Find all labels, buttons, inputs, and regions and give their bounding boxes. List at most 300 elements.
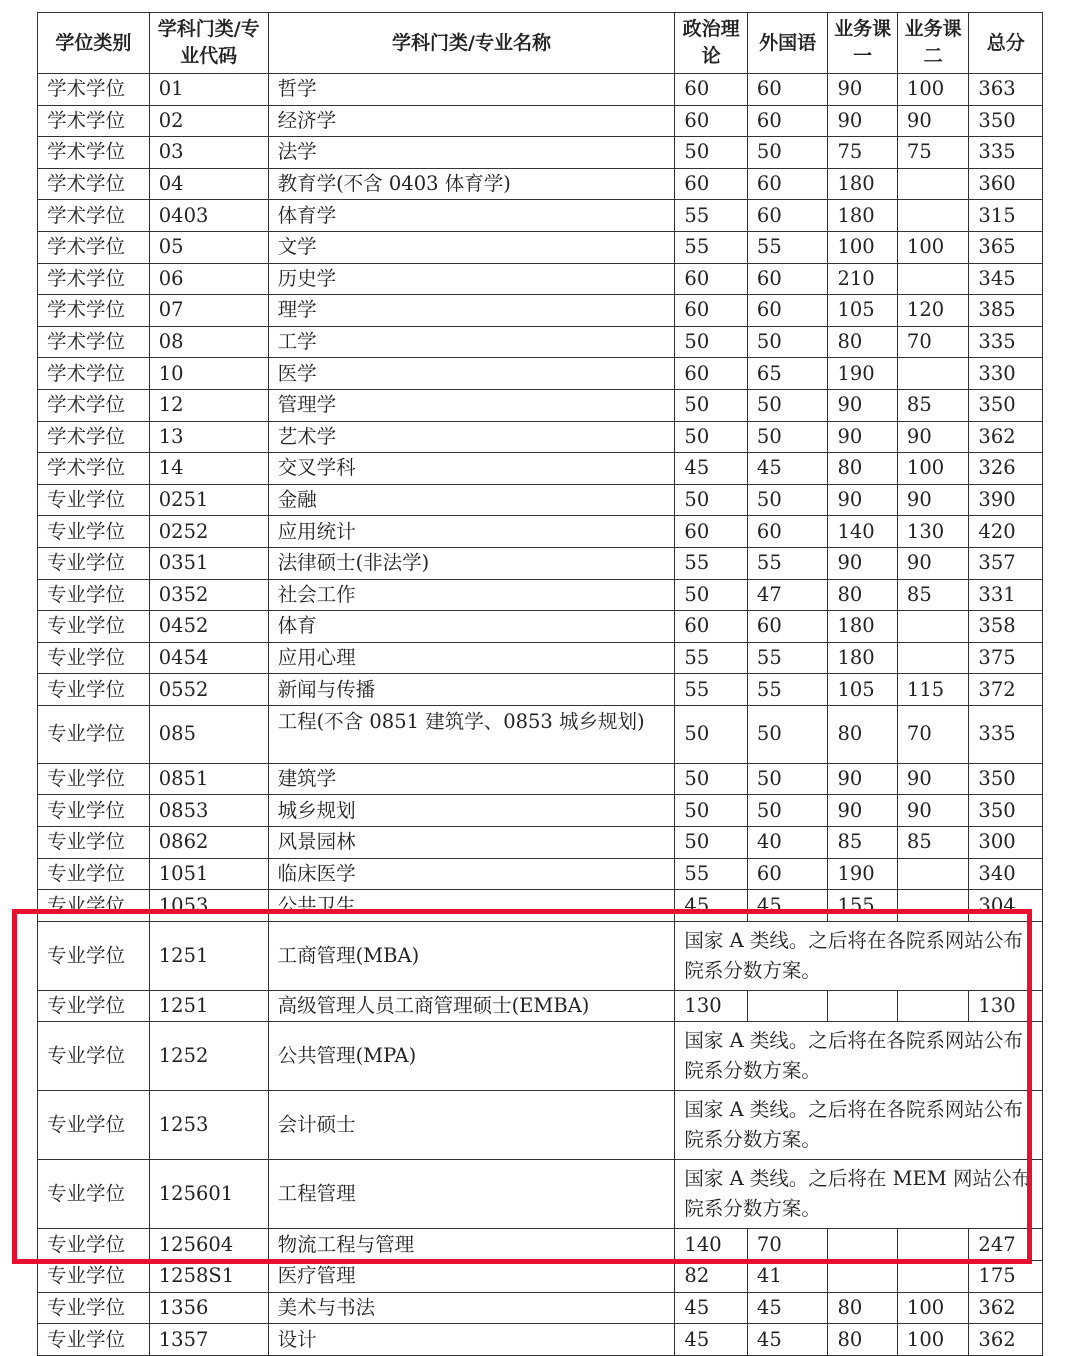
language-cell: 50 <box>747 421 828 453</box>
course1-cell: 100 <box>828 231 897 263</box>
code-cell: 01 <box>149 74 268 106</box>
degree-type-cell: 专业学位 <box>38 1324 150 1356</box>
politics-cell: 55 <box>675 674 748 706</box>
degree-type-cell: 学术学位 <box>38 168 150 200</box>
course2-cell: 115 <box>897 674 968 706</box>
table-row <box>38 200 1043 232</box>
language-cell: 55 <box>747 642 828 674</box>
total-cell: 372 <box>969 674 1043 706</box>
table-row <box>38 389 1043 421</box>
score-table <box>37 12 1043 1356</box>
course1-cell: 155 <box>828 890 897 922</box>
course2-cell: 100 <box>897 453 968 485</box>
course1-cell: 85 <box>828 827 897 859</box>
name-cell: 临床医学 <box>268 858 675 890</box>
degree-type-cell: 专业学位 <box>38 579 150 611</box>
language-cell: 50 <box>747 763 828 795</box>
name-cell: 体育 <box>268 611 675 643</box>
code-cell: 0352 <box>149 579 268 611</box>
course1-cell: 90 <box>828 795 897 827</box>
course1-cell: 105 <box>828 295 897 327</box>
name-cell: 公共卫生 <box>268 890 675 922</box>
degree-type-cell: 专业学位 <box>38 1261 150 1293</box>
code-cell: 1253 <box>149 1091 268 1160</box>
degree-type-cell: 专业学位 <box>38 642 150 674</box>
code-cell: 125604 <box>149 1229 268 1261</box>
course2-cell: 120 <box>897 295 968 327</box>
course1-cell <box>828 1261 897 1293</box>
header-code: 学科门类/专业代码 <box>149 13 268 74</box>
code-cell: 04 <box>149 168 268 200</box>
degree-type-cell: 学术学位 <box>38 74 150 106</box>
politics-cell: 60 <box>675 358 748 390</box>
language-cell <box>747 990 828 1022</box>
total-cell: 335 <box>969 326 1043 358</box>
course1-cell: 90 <box>828 547 897 579</box>
course2-cell: 100 <box>897 74 968 106</box>
course2-cell <box>897 200 968 232</box>
table-row <box>38 421 1043 453</box>
course1-cell: 210 <box>828 263 897 295</box>
name-cell: 哲学 <box>268 74 675 106</box>
course1-cell: 80 <box>828 1324 897 1356</box>
table-row <box>38 1022 1043 1091</box>
table-row <box>38 1160 1043 1229</box>
name-cell: 艺术学 <box>268 421 675 453</box>
name-cell: 交叉学科 <box>268 453 675 485</box>
degree-type-cell: 专业学位 <box>38 921 150 990</box>
note-cell: 国家 A 类线。之后将在各院系网站公布院系分数方案。 <box>675 1091 1043 1160</box>
total-cell: 350 <box>969 389 1043 421</box>
name-cell: 教育学(不含 0403 体育学) <box>268 168 675 200</box>
course2-cell: 100 <box>897 1292 968 1324</box>
politics-cell: 55 <box>675 858 748 890</box>
name-cell: 体育学 <box>268 200 675 232</box>
name-cell: 金融 <box>268 484 675 516</box>
language-cell: 55 <box>747 231 828 263</box>
name-cell: 应用统计 <box>268 516 675 548</box>
course1-cell: 80 <box>828 453 897 485</box>
course2-cell: 100 <box>897 1324 968 1356</box>
name-cell: 城乡规划 <box>268 795 675 827</box>
course2-cell: 90 <box>897 547 968 579</box>
table-row <box>38 105 1043 137</box>
degree-type-cell: 专业学位 <box>38 1292 150 1324</box>
degree-type-cell: 专业学位 <box>38 1022 150 1091</box>
degree-type-cell: 专业学位 <box>38 890 150 922</box>
course1-cell: 90 <box>828 105 897 137</box>
course1-cell <box>828 1229 897 1261</box>
name-cell: 应用心理 <box>268 642 675 674</box>
course2-cell: 90 <box>897 484 968 516</box>
language-cell: 45 <box>747 890 828 922</box>
table-row <box>38 674 1043 706</box>
code-cell: 1051 <box>149 858 268 890</box>
table-row <box>38 642 1043 674</box>
degree-type-cell: 专业学位 <box>38 611 150 643</box>
total-cell: 247 <box>969 1229 1043 1261</box>
total-cell: 365 <box>969 231 1043 263</box>
name-cell: 法学 <box>268 137 675 169</box>
politics-cell: 140 <box>675 1229 748 1261</box>
total-cell: 362 <box>969 1324 1043 1356</box>
course1-cell: 80 <box>828 579 897 611</box>
code-cell: 0351 <box>149 547 268 579</box>
name-cell: 公共管理(MPA) <box>268 1022 675 1091</box>
course2-cell: 70 <box>897 705 968 763</box>
course1-cell: 80 <box>828 326 897 358</box>
politics-cell: 45 <box>675 1324 748 1356</box>
header-course1: 业务课一 <box>828 13 897 74</box>
politics-cell: 50 <box>675 827 748 859</box>
language-cell: 50 <box>747 484 828 516</box>
total-cell: 326 <box>969 453 1043 485</box>
degree-type-cell: 学术学位 <box>38 137 150 169</box>
course2-cell: 75 <box>897 137 968 169</box>
politics-cell: 50 <box>675 389 748 421</box>
table-row <box>38 921 1043 990</box>
code-cell: 0851 <box>149 763 268 795</box>
degree-type-cell: 专业学位 <box>38 795 150 827</box>
course1-cell: 190 <box>828 858 897 890</box>
language-cell: 70 <box>747 1229 828 1261</box>
degree-type-cell: 专业学位 <box>38 1160 150 1229</box>
code-cell: 0454 <box>149 642 268 674</box>
table-row <box>38 795 1043 827</box>
politics-cell: 60 <box>675 74 748 106</box>
politics-cell: 60 <box>675 295 748 327</box>
table-row <box>38 516 1043 548</box>
politics-cell: 50 <box>675 795 748 827</box>
table-row <box>38 890 1043 922</box>
code-cell: 0862 <box>149 827 268 859</box>
table-row <box>38 74 1043 106</box>
language-cell: 45 <box>747 453 828 485</box>
code-cell: 0452 <box>149 611 268 643</box>
table-row <box>38 579 1043 611</box>
course2-cell: 90 <box>897 795 968 827</box>
degree-type-cell: 学术学位 <box>38 231 150 263</box>
course1-cell: 90 <box>828 74 897 106</box>
course2-cell <box>897 1229 968 1261</box>
total-cell: 358 <box>969 611 1043 643</box>
name-cell: 新闻与传播 <box>268 674 675 706</box>
politics-cell: 50 <box>675 705 748 763</box>
code-cell: 0552 <box>149 674 268 706</box>
degree-type-cell: 学术学位 <box>38 453 150 485</box>
code-cell: 1356 <box>149 1292 268 1324</box>
politics-cell: 60 <box>675 168 748 200</box>
code-cell: 1053 <box>149 890 268 922</box>
total-cell: 385 <box>969 295 1043 327</box>
degree-type-cell: 学术学位 <box>38 105 150 137</box>
table-row <box>38 231 1043 263</box>
name-cell: 高级管理人员工商管理硕士(EMBA) <box>268 990 675 1022</box>
language-cell: 60 <box>747 516 828 548</box>
table-row <box>38 358 1043 390</box>
language-cell: 60 <box>747 200 828 232</box>
politics-cell: 50 <box>675 484 748 516</box>
course2-cell <box>897 358 968 390</box>
course1-cell: 90 <box>828 484 897 516</box>
name-cell: 社会工作 <box>268 579 675 611</box>
course1-cell: 140 <box>828 516 897 548</box>
code-cell: 02 <box>149 105 268 137</box>
course2-cell <box>897 858 968 890</box>
course1-cell: 80 <box>828 1292 897 1324</box>
degree-type-cell: 专业学位 <box>38 1229 150 1261</box>
course1-cell: 105 <box>828 674 897 706</box>
total-cell: 335 <box>969 137 1043 169</box>
table-body <box>38 74 1043 1356</box>
header-course2: 业务课二 <box>897 13 968 74</box>
table-row <box>38 263 1043 295</box>
code-cell: 0853 <box>149 795 268 827</box>
name-cell: 文学 <box>268 231 675 263</box>
language-cell: 55 <box>747 674 828 706</box>
degree-type-cell: 学术学位 <box>38 200 150 232</box>
total-cell: 175 <box>969 1261 1043 1293</box>
course1-cell: 75 <box>828 137 897 169</box>
language-cell: 50 <box>747 795 828 827</box>
table-row <box>38 1229 1043 1261</box>
course2-cell: 90 <box>897 105 968 137</box>
degree-type-cell: 学术学位 <box>38 263 150 295</box>
total-cell: 330 <box>969 358 1043 390</box>
politics-cell: 50 <box>675 763 748 795</box>
course2-cell: 90 <box>897 763 968 795</box>
table-row <box>38 453 1043 485</box>
header-row <box>38 13 1043 74</box>
language-cell: 60 <box>747 295 828 327</box>
total-cell: 304 <box>969 890 1043 922</box>
course2-cell: 85 <box>897 579 968 611</box>
table-row <box>38 1292 1043 1324</box>
course2-cell <box>897 263 968 295</box>
code-cell: 085 <box>149 705 268 763</box>
code-cell: 08 <box>149 326 268 358</box>
name-cell: 医学 <box>268 358 675 390</box>
name-cell: 工商管理(MBA) <box>268 921 675 990</box>
politics-cell: 82 <box>675 1261 748 1293</box>
name-cell: 美术与书法 <box>268 1292 675 1324</box>
table-row <box>38 705 1043 763</box>
course1-cell: 180 <box>828 200 897 232</box>
table-row <box>38 1091 1043 1160</box>
note-cell: 国家 A 类线。之后将在各院系网站公布院系分数方案。 <box>675 921 1043 990</box>
politics-cell: 45 <box>675 1292 748 1324</box>
course2-cell: 90 <box>897 421 968 453</box>
course2-cell <box>897 890 968 922</box>
language-cell: 47 <box>747 579 828 611</box>
language-cell: 40 <box>747 827 828 859</box>
language-cell: 50 <box>747 137 828 169</box>
politics-cell: 60 <box>675 263 748 295</box>
code-cell: 0403 <box>149 200 268 232</box>
language-cell: 60 <box>747 105 828 137</box>
course1-cell: 180 <box>828 168 897 200</box>
total-cell: 331 <box>969 579 1043 611</box>
course1-cell: 80 <box>828 705 897 763</box>
language-cell: 55 <box>747 547 828 579</box>
name-cell: 管理学 <box>268 389 675 421</box>
course1-cell <box>828 990 897 1022</box>
course2-cell: 100 <box>897 231 968 263</box>
name-cell: 历史学 <box>268 263 675 295</box>
course2-cell: 130 <box>897 516 968 548</box>
code-cell: 1258S1 <box>149 1261 268 1293</box>
total-cell: 340 <box>969 858 1043 890</box>
politics-cell: 50 <box>675 137 748 169</box>
code-cell: 13 <box>149 421 268 453</box>
total-cell: 300 <box>969 827 1043 859</box>
code-cell: 05 <box>149 231 268 263</box>
table-row <box>38 484 1043 516</box>
politics-cell: 55 <box>675 642 748 674</box>
header-name: 学科门类/专业名称 <box>268 13 675 74</box>
table-row <box>38 547 1043 579</box>
language-cell: 45 <box>747 1324 828 1356</box>
table-row <box>38 827 1043 859</box>
politics-cell: 45 <box>675 890 748 922</box>
code-cell: 1357 <box>149 1324 268 1356</box>
code-cell: 14 <box>149 453 268 485</box>
total-cell: 350 <box>969 105 1043 137</box>
politics-cell: 60 <box>675 105 748 137</box>
course2-cell: 70 <box>897 326 968 358</box>
course1-cell: 90 <box>828 763 897 795</box>
degree-type-cell: 专业学位 <box>38 858 150 890</box>
note-cell: 国家 A 类线。之后将在各院系网站公布院系分数方案。 <box>675 1022 1043 1091</box>
language-cell: 41 <box>747 1261 828 1293</box>
name-cell: 工程管理 <box>268 1160 675 1229</box>
degree-type-cell: 专业学位 <box>38 547 150 579</box>
course2-cell: 85 <box>897 389 968 421</box>
total-cell: 350 <box>969 795 1043 827</box>
politics-cell: 55 <box>675 547 748 579</box>
politics-cell: 45 <box>675 453 748 485</box>
total-cell: 375 <box>969 642 1043 674</box>
degree-type-cell: 专业学位 <box>38 827 150 859</box>
name-cell: 法律硕士(非法学) <box>268 547 675 579</box>
degree-type-cell: 学术学位 <box>38 389 150 421</box>
name-cell: 理学 <box>268 295 675 327</box>
header-degree-type: 学位类别 <box>38 13 150 74</box>
degree-type-cell: 学术学位 <box>38 421 150 453</box>
table-row <box>38 611 1043 643</box>
code-cell: 1251 <box>149 990 268 1022</box>
code-cell: 03 <box>149 137 268 169</box>
header-language: 外国语 <box>747 13 828 74</box>
note-cell: 国家 A 类线。之后将在 MEM 网站公布院系分数方案。 <box>675 1160 1043 1229</box>
politics-cell: 55 <box>675 231 748 263</box>
code-cell: 12 <box>149 389 268 421</box>
degree-type-cell: 学术学位 <box>38 326 150 358</box>
politics-cell: 50 <box>675 326 748 358</box>
language-cell: 60 <box>747 74 828 106</box>
table-row <box>38 137 1043 169</box>
table-row <box>38 858 1043 890</box>
course1-cell: 180 <box>828 642 897 674</box>
politics-cell: 60 <box>675 611 748 643</box>
degree-type-cell: 专业学位 <box>38 990 150 1022</box>
language-cell: 60 <box>747 263 828 295</box>
code-cell: 1251 <box>149 921 268 990</box>
course1-cell: 190 <box>828 358 897 390</box>
name-cell: 工学 <box>268 326 675 358</box>
total-cell: 315 <box>969 200 1043 232</box>
code-cell: 0252 <box>149 516 268 548</box>
politics-cell: 60 <box>675 516 748 548</box>
code-cell: 10 <box>149 358 268 390</box>
course1-cell: 90 <box>828 421 897 453</box>
table-row <box>38 326 1043 358</box>
course2-cell <box>897 1261 968 1293</box>
course2-cell <box>897 168 968 200</box>
language-cell: 45 <box>747 1292 828 1324</box>
name-cell: 风景园林 <box>268 827 675 859</box>
header-total: 总分 <box>969 13 1043 74</box>
language-cell: 65 <box>747 358 828 390</box>
course2-cell <box>897 990 968 1022</box>
table-row <box>38 1324 1043 1356</box>
language-cell: 60 <box>747 168 828 200</box>
name-cell: 工程(不含 0851 建筑学、0853 城乡规划) <box>268 705 675 763</box>
politics-cell: 55 <box>675 200 748 232</box>
course1-cell: 180 <box>828 611 897 643</box>
course2-cell <box>897 611 968 643</box>
name-cell: 会计硕士 <box>268 1091 675 1160</box>
total-cell: 420 <box>969 516 1043 548</box>
language-cell: 50 <box>747 705 828 763</box>
total-cell: 350 <box>969 763 1043 795</box>
header-politics: 政治理论 <box>675 13 748 74</box>
degree-type-cell: 专业学位 <box>38 484 150 516</box>
name-cell: 设计 <box>268 1324 675 1356</box>
total-cell: 357 <box>969 547 1043 579</box>
degree-type-cell: 学术学位 <box>38 295 150 327</box>
table-row <box>38 1261 1043 1293</box>
code-cell: 06 <box>149 263 268 295</box>
language-cell: 50 <box>747 326 828 358</box>
total-cell: 360 <box>969 168 1043 200</box>
degree-type-cell: 专业学位 <box>38 516 150 548</box>
total-cell: 130 <box>969 990 1043 1022</box>
course2-cell <box>897 642 968 674</box>
name-cell: 医疗管理 <box>268 1261 675 1293</box>
language-cell: 50 <box>747 389 828 421</box>
language-cell: 60 <box>747 858 828 890</box>
code-cell: 0251 <box>149 484 268 516</box>
degree-type-cell: 专业学位 <box>38 674 150 706</box>
total-cell: 335 <box>969 705 1043 763</box>
course2-cell: 85 <box>897 827 968 859</box>
code-cell: 07 <box>149 295 268 327</box>
degree-type-cell: 学术学位 <box>38 358 150 390</box>
score-table-container <box>37 12 1043 1356</box>
politics-cell: 50 <box>675 421 748 453</box>
degree-type-cell: 专业学位 <box>38 705 150 763</box>
politics-cell: 130 <box>675 990 748 1022</box>
table-row <box>38 763 1043 795</box>
politics-cell: 50 <box>675 579 748 611</box>
course1-cell: 90 <box>828 389 897 421</box>
degree-type-cell: 专业学位 <box>38 1091 150 1160</box>
total-cell: 390 <box>969 484 1043 516</box>
name-cell: 经济学 <box>268 105 675 137</box>
table-row <box>38 990 1043 1022</box>
language-cell: 60 <box>747 611 828 643</box>
